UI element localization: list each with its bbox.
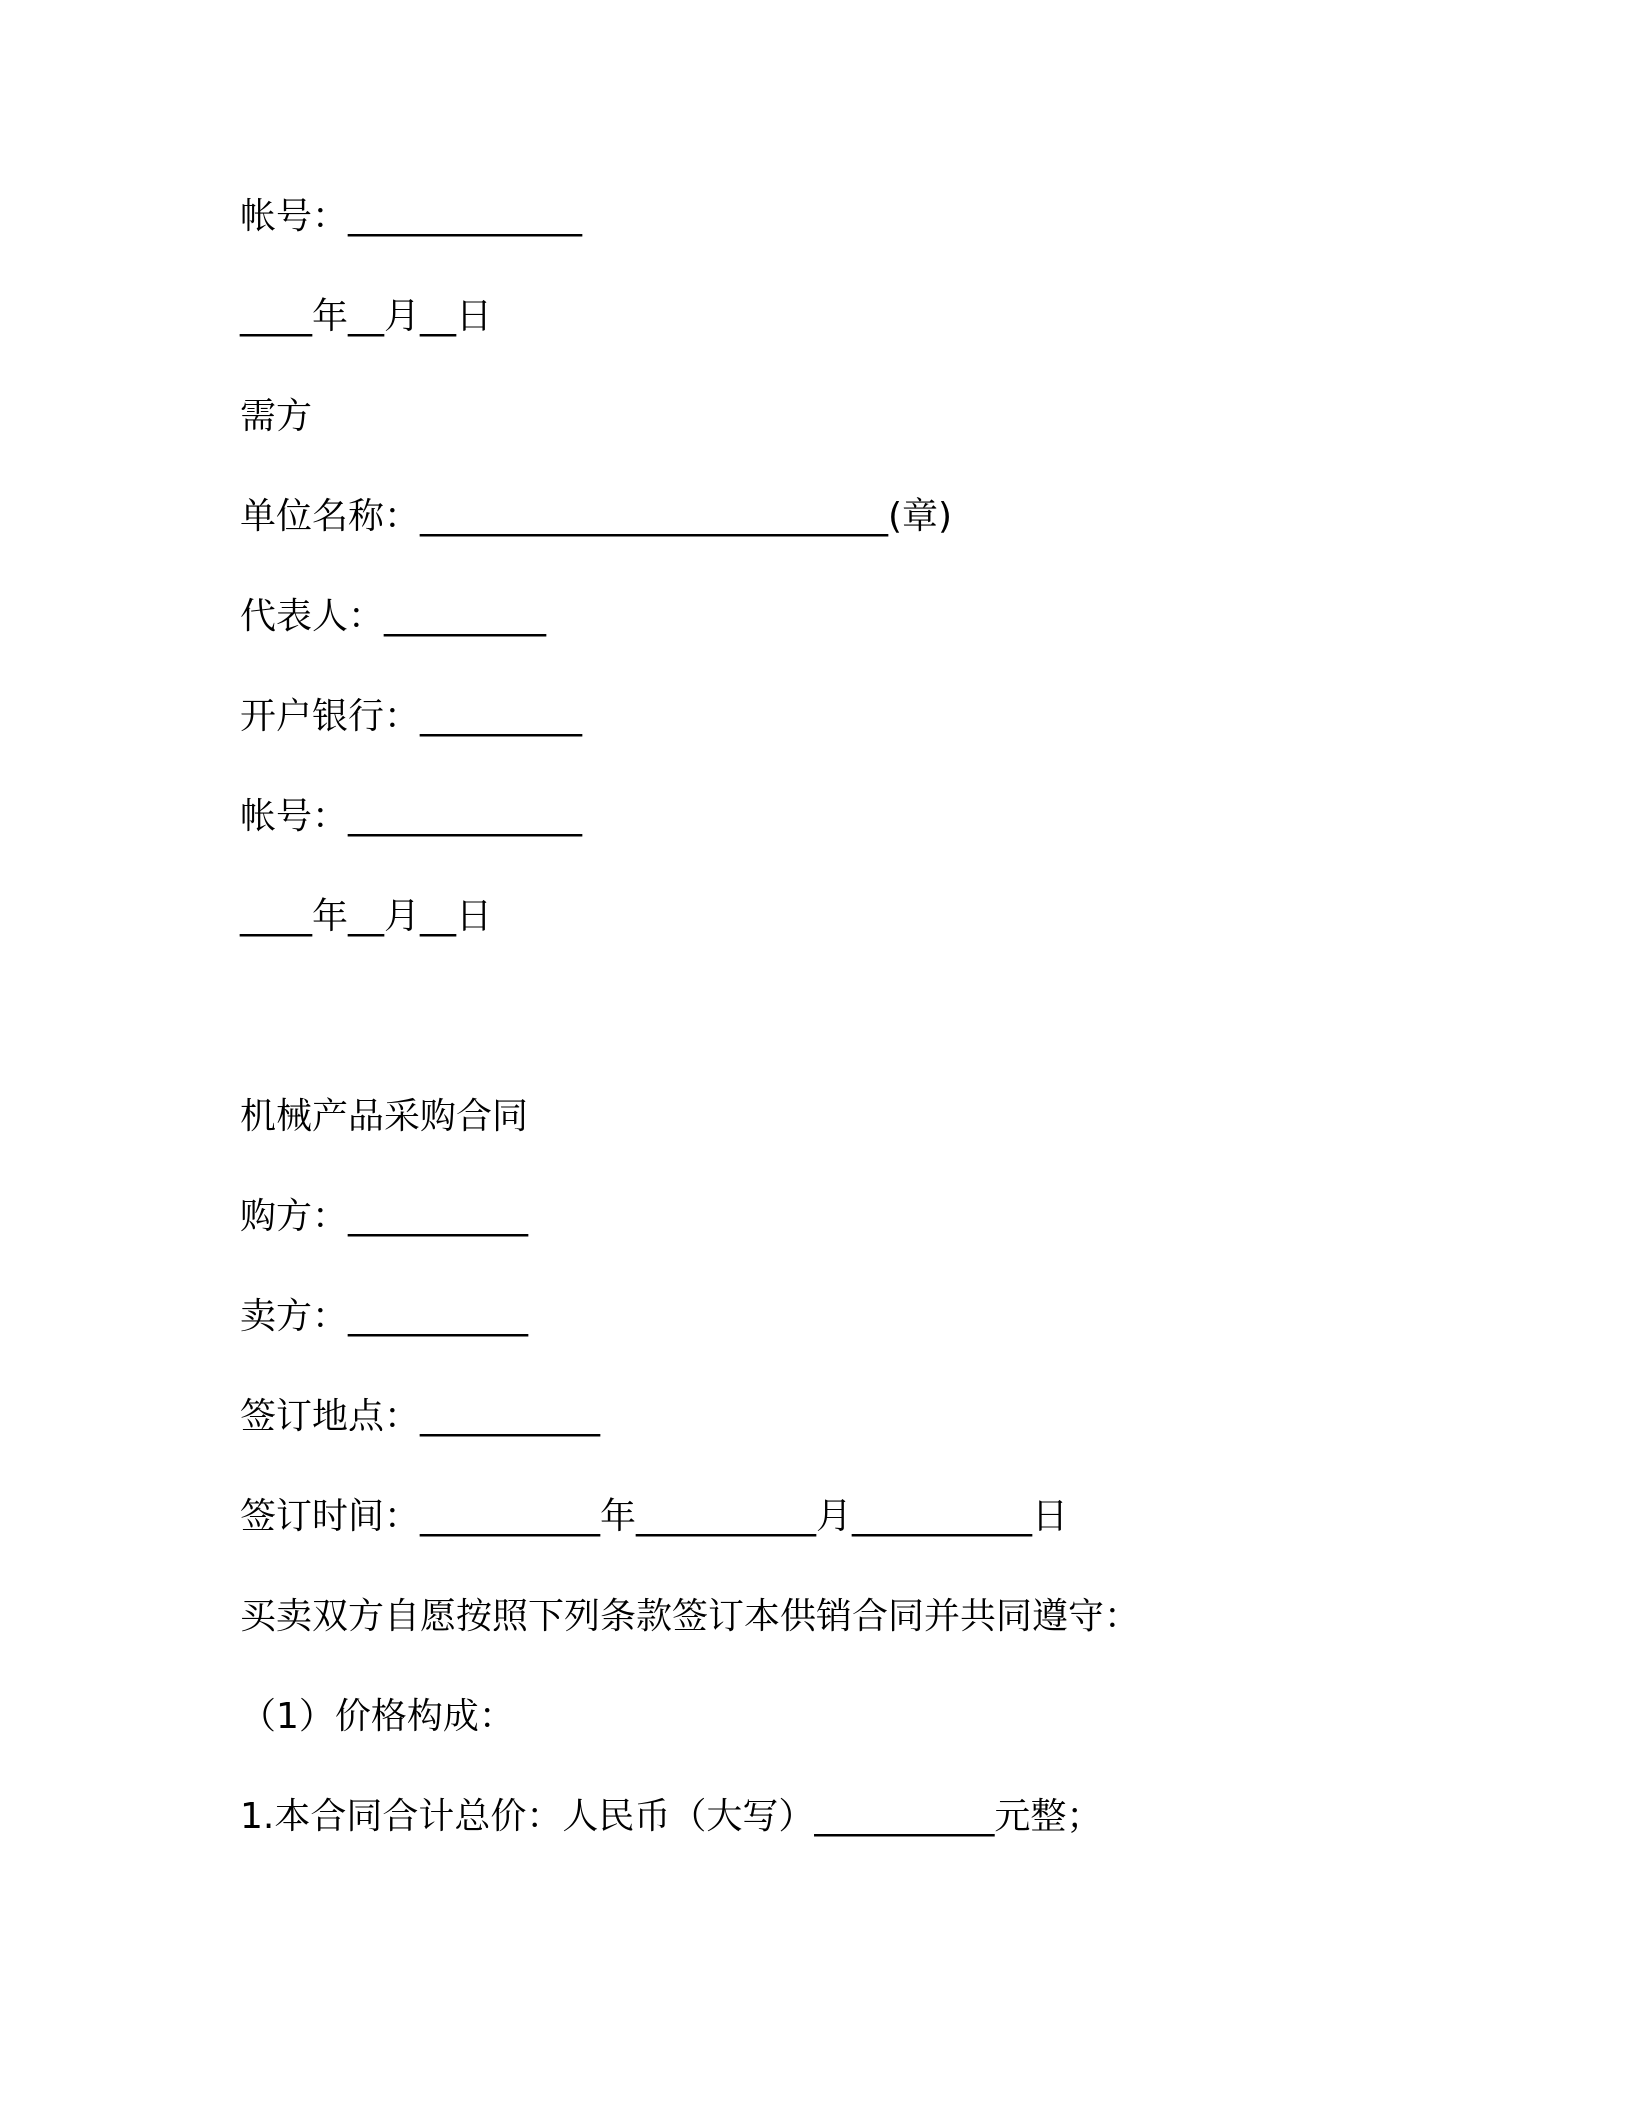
total-price-line: 1.本合同合计总价：人民币（大写）__________元整； <box>240 1796 1103 1837</box>
agreement-statement: 买卖双方自愿按照下列条款签订本供销合同并共同遵守： <box>240 1596 1141 1637</box>
date-line: ____年__月__日 <box>240 296 493 337</box>
signing-time-line: 签订时间：__________年__________月__________日 <box>240 1496 1069 1537</box>
seller-line: 卖方：__________ <box>240 1296 529 1337</box>
contract-title: 机械产品采购合同 <box>240 1096 529 1137</box>
purchaser-line: 购方：__________ <box>240 1196 529 1237</box>
representative-line: 代表人：_________ <box>240 596 547 637</box>
bank-line: 开户银行：_________ <box>240 696 583 737</box>
account-number-line-2: 帐号：_____________ <box>240 796 583 837</box>
date-line-2: ____年__月__日 <box>240 896 493 937</box>
signing-place-line: 签订地点：__________ <box>240 1396 601 1437</box>
price-composition-heading: （1）价格构成： <box>240 1696 515 1737</box>
buyer-heading: 需方 <box>240 396 313 437</box>
company-name-line: 单位名称：__________________________(章) <box>240 496 953 537</box>
account-number-line: 帐号：_____________ <box>240 196 583 237</box>
